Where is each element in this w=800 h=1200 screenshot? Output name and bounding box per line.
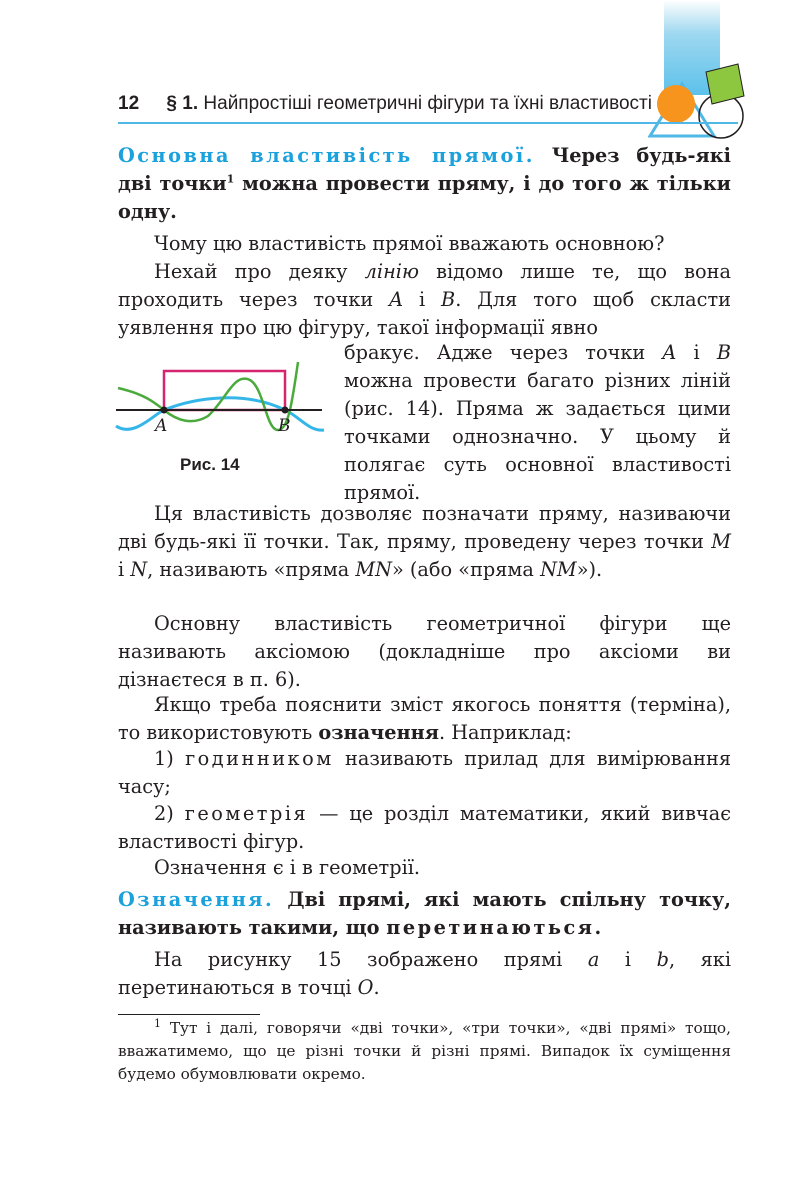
page-header (118, 93, 733, 121)
axiom-definition-paragraph: Основну властивість геометричної фігури ще називають аксіомою (докладніше про аксіоми ви дізнаєтеся в п. 6). (118, 612, 731, 691)
figure-label-a: A (155, 416, 168, 436)
intersect-definition: Означення. Дві прямі, які мають спільну точку, називають такими, що перетинаються. (118, 888, 731, 939)
question-paragraph: Чому цю властивість прямої вважають основною? (154, 232, 665, 255)
page-number: 12 (118, 93, 140, 114)
point-b (282, 407, 289, 414)
axiom-term: Основна властивість прямої. (118, 144, 535, 167)
figure-caption: Рис. 14 (180, 455, 240, 474)
point-a (161, 407, 168, 414)
footnote-rule (118, 1014, 260, 1015)
footnote (118, 1017, 731, 1086)
header-rule (118, 122, 738, 124)
axiom-paragraph: Основна властивість прямої. Через будь-які дві точки$^1$ можна провести пряму, і до того ж тільки одну. (118, 144, 731, 223)
example-2: 2) геометрія — це розділ математики, який вивчає властивості фігур. (118, 802, 732, 853)
example-1: 1) годинником називають прилад для вимірювання часу; (118, 747, 731, 798)
figure-label-b: B (278, 416, 291, 436)
line-paragraph: Нехай про деяку лінію відомо лише те, що вона проходить через точки A і B. Для того щоб скласти уявлення про цю фігуру, такої інформації явно (118, 260, 731, 339)
footnote-text: Тут і далі, говорячи «дві точки», «три точки», «дві прямі» тощо, вважатимемо, що це різні точки й різні прямі. Випадок їх суміщення будемо обумовлювати окремо. (118, 1019, 731, 1083)
definition-term: Означення. (118, 888, 275, 911)
geometry-definition-note: Означення є і в геометрії. (154, 856, 421, 879)
definition-intro-paragraph: Якщо треба пояснити зміст якогось поняття (терміна), то використовують означення. Наприклад: (118, 693, 731, 744)
figure-15-paragraph: На рисунку 15 зображено прямі a і b, які перетинаються в точці O. (118, 948, 731, 999)
section-number: § 1. (166, 93, 199, 114)
footnote-ref: 1 (226, 172, 235, 186)
figure-14-drawing (114, 360, 326, 440)
naming-paragraph: Ця властивість дозволяє позначати пряму, називаючи дві будь-які її точки. Так, пряму, проведену через точки M і N, називають «пряма MN» (або «пряма NM»). (118, 502, 731, 581)
section-title: Найпростіші геометричні фігури та їхні властивості (203, 93, 652, 114)
footnote-mark: 1 (154, 1016, 161, 1030)
wrapped-paragraph: бракує. Адже через точки A і B можна провести багато різних ліній (рис. 14). Пряма ж задається цими точками однозначно. У цьому й полягає суть основної властивості прямої. (344, 341, 731, 504)
